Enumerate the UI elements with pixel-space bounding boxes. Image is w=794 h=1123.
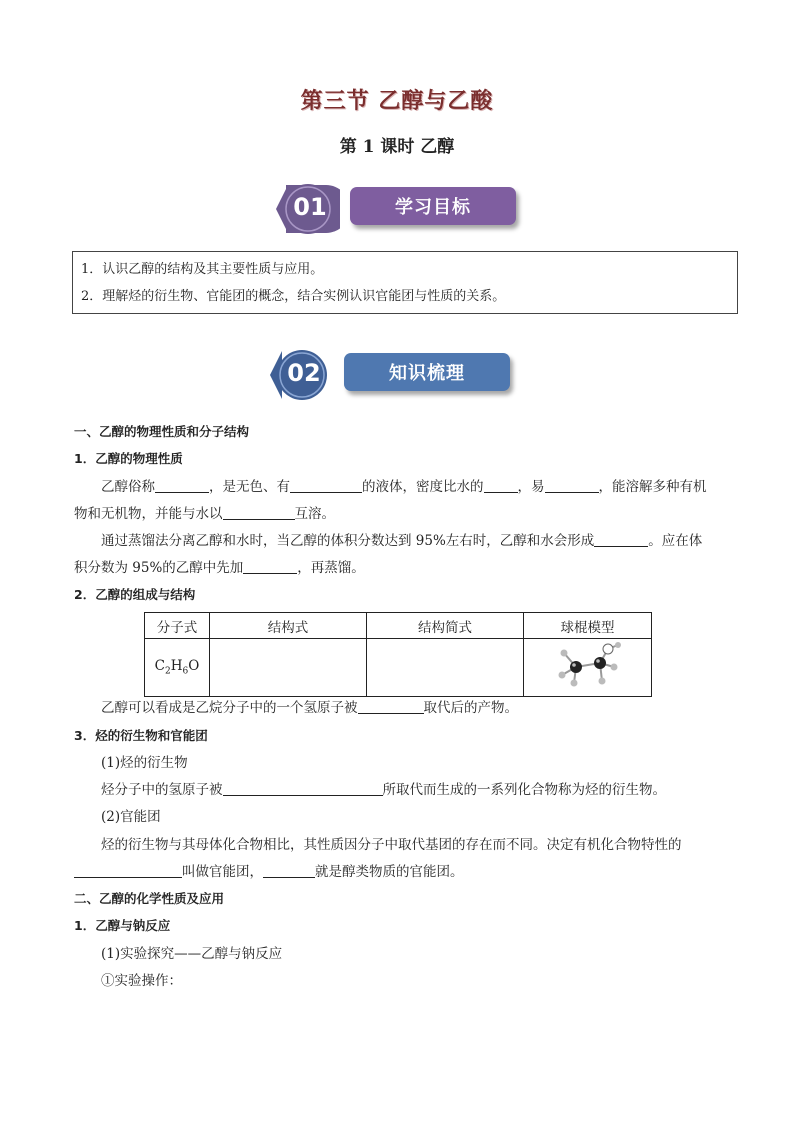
section-badge-goals	[276, 181, 526, 237]
fill-blank[interactable]	[74, 863, 182, 878]
paragraph-line: 积分数为 95%的乙醇中先加 ，再蒸馏。	[74, 560, 365, 576]
molecular-formula-cell: $C_2H_6O$	[145, 639, 210, 697]
table-row	[145, 639, 652, 697]
badge-label: 知识梳理	[344, 353, 510, 391]
fill-blank[interactable]	[545, 478, 599, 493]
section-badge-knowledge	[270, 347, 520, 403]
fill-blank[interactable]	[223, 781, 383, 796]
table-header-cell: 结构简式	[367, 613, 524, 639]
page-subtitle: 第 1 课时 乙醇	[339, 137, 455, 157]
goal-item: 1．认识乙醇的结构及其主要性质与应用。	[81, 262, 324, 277]
item-title: (1)烃的衍生物	[101, 755, 188, 771]
table-header-cell: 结构式	[210, 613, 367, 639]
paragraph-line: 乙醇可以看成是乙烷分子中的一个氢原子被 取代后的产物。	[101, 700, 518, 716]
item-title: (1)实验探究——乙醇与钠反应	[101, 946, 283, 962]
paragraph-line: 物和无机物，并能与水以 互溶。	[74, 506, 335, 522]
paragraph-line: 叫做官能团， 就是醇类物质的官能团。	[74, 862, 464, 882]
paragraph-line: 乙醇俗称 ，是无色、有 的液体，密度比水的 ，易 ，能溶解多种有机	[101, 479, 707, 495]
table-header-row	[145, 613, 652, 639]
paragraph-line: 烃分子中的氢原子被 所取代而生成的一系列化合物称为烃的衍生物。	[101, 782, 666, 798]
ball-stick-model-image	[548, 641, 628, 691]
subsection-heading: 1．乙醇与钠反应	[74, 918, 171, 933]
table-header-cell: 分子式	[145, 613, 210, 639]
fill-blank[interactable]	[263, 863, 315, 878]
ball-stick-model-cell	[524, 639, 652, 697]
subsection-heading: 1．乙醇的物理性质	[74, 451, 183, 466]
fill-blank[interactable]	[484, 478, 518, 493]
learning-goals-box	[72, 251, 738, 314]
table-header-cell: 球棍模型	[524, 613, 652, 639]
fill-blank[interactable]	[243, 559, 297, 574]
fill-blank[interactable]	[223, 505, 295, 520]
badge-number: 02	[287, 359, 321, 387]
item-title: ①实验操作：	[101, 973, 182, 989]
structure-table	[144, 612, 652, 697]
section-heading: 二、乙醇的化学性质及应用	[74, 891, 225, 906]
fill-blank[interactable]	[155, 478, 209, 493]
fill-blank[interactable]	[358, 699, 424, 714]
page-title: 第三节 乙醇与乙酸	[300, 89, 494, 114]
section-heading: 一、乙醇的物理性质和分子结构	[74, 424, 250, 439]
structural-formula-cell[interactable]	[210, 639, 367, 697]
badge-number: 01	[293, 193, 327, 221]
paragraph-line: 通过蒸馏法分离乙醇和水时，当乙醇的体积分数达到 95%左右时，乙醇和水会形成 。应在体	[101, 533, 703, 549]
fill-blank[interactable]	[594, 532, 648, 547]
condensed-formula-cell[interactable]	[367, 639, 524, 697]
item-title: (2)官能团	[101, 809, 161, 825]
fill-blank[interactable]	[290, 478, 362, 493]
subsection-heading: 2．乙醇的组成与结构	[74, 587, 196, 602]
badge-label: 学习目标	[350, 187, 516, 225]
subsection-heading: 3．烃的衍生物和官能团	[74, 728, 208, 743]
goal-item: 2．理解烃的衍生物、官能团的概念，结合实例认识官能团与性质的关系。	[81, 289, 506, 304]
paragraph-line: 烃的衍生物与其母体化合物相比，其性质因分子中取代基团的存在而不同。决定有机化合物特性的	[101, 837, 682, 853]
